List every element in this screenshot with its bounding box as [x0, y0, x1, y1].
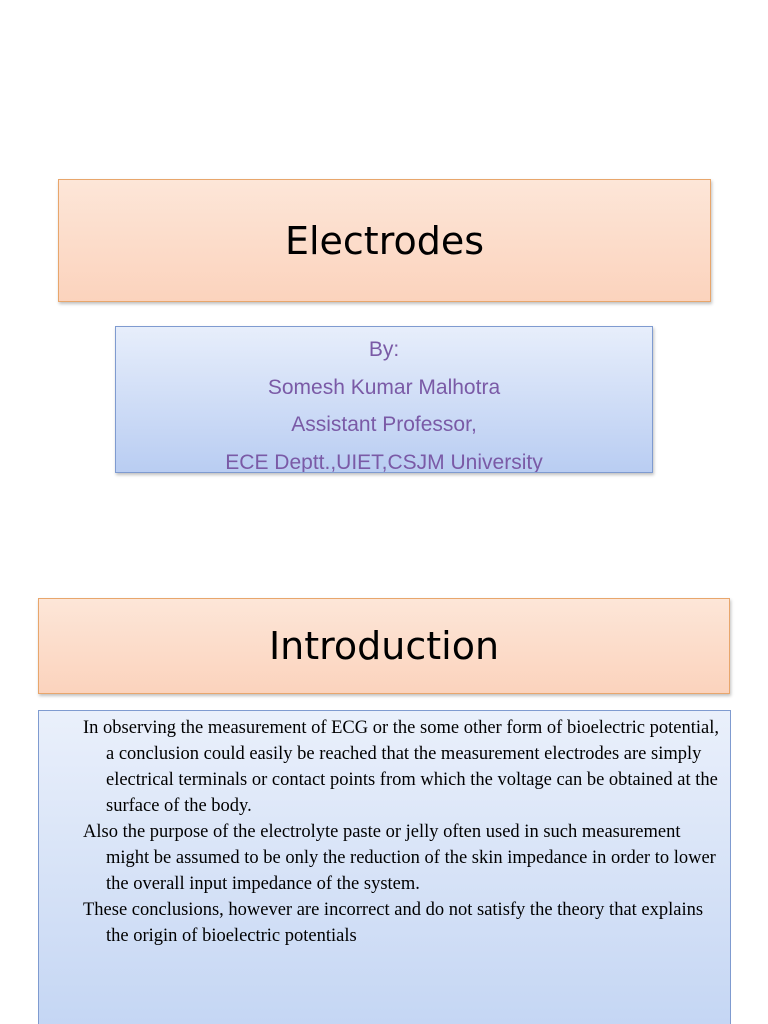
author-box [115, 326, 653, 473]
author-affiliation: ECE Deptt.,UIET,CSJM University [225, 450, 543, 473]
author-position: Assistant Professor, [291, 413, 477, 436]
slide1-title-box [58, 179, 711, 302]
body-paragraph-1: In observing the measurement of ECG or the some other form of bioelectric potential, a conclusion could easily be reached that the measurement electrodes are simply electrical terminals or contact points from which the voltage can be obtained at the surface of the body. [83, 718, 720, 816]
slide1-title: Electrodes [284, 218, 485, 263]
body-paragraph-2: Also the purpose of the electrolyte paste or jelly often used in such measurement might be assumed to be only the reduction of the skin impedance in order to lower the overall input impedance of the system. [83, 822, 716, 894]
author-by-label: By: [368, 338, 400, 361]
slide2-title: Introduction [268, 624, 500, 668]
body-paragraph-3: These conclusions, however are incorrect and do not satisfy the theory that explains the origin of bioelectric potentials [83, 900, 704, 946]
slide2-body-box [38, 710, 731, 1024]
author-name: Somesh Kumar Malhotra [267, 375, 501, 399]
slide2-title-box [38, 598, 730, 694]
